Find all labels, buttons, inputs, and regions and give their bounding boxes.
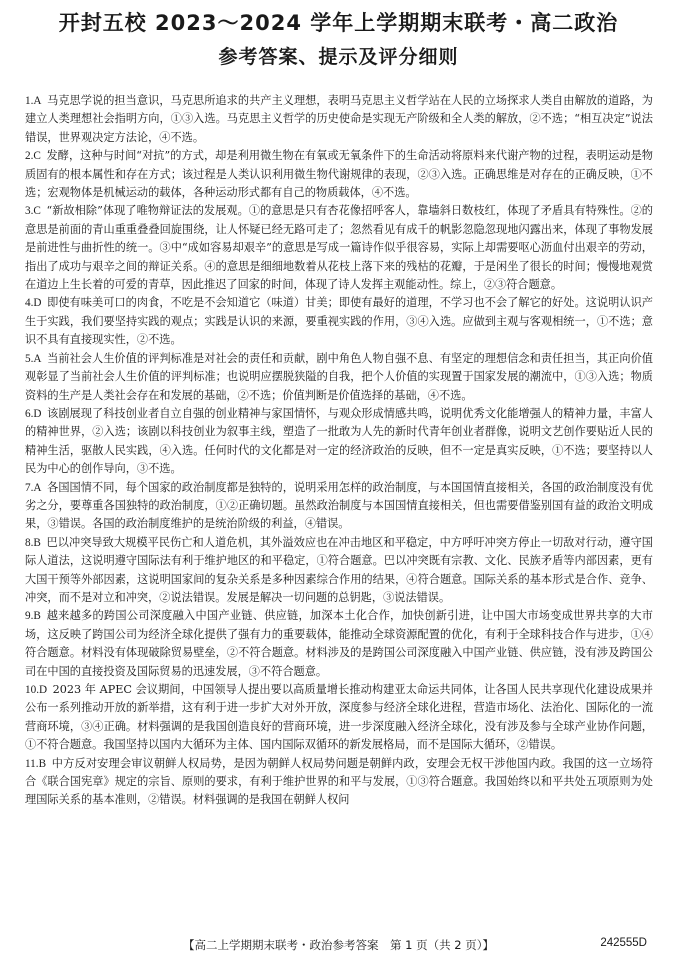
- answer-number: 1.A: [25, 95, 42, 107]
- answer-explanation: 各国国情不同，每个国家的政治制度都是独特的，说明采用怎样的政治制度，与本国国情直接相关，各国的政治制度没有优劣之分，要尊重各国独特的政治制度，①②正确切题。虽然政治制度与本国国情直接相关，但也需要借鉴别国有益的政治文明成果，③错误。各国的政治制度维护的是统治阶级的利益，④错误。: [25, 480, 653, 531]
- answer-number: 9.B: [25, 610, 41, 623]
- answer-number: 8.B: [25, 536, 41, 549]
- answer-item: [25, 92, 653, 147]
- answer-number: 4.D: [25, 297, 42, 310]
- answer-number: 5.A: [25, 352, 42, 365]
- answer-item: [25, 479, 653, 534]
- answer-item: [25, 607, 653, 681]
- answer-item: [25, 534, 653, 608]
- answer-number: 6.D: [25, 407, 42, 420]
- answer-explanation: 马克思学说的担当意识，马克思所追求的共产主义理想，表明马克思主义哲学站在人民的立场探求人类自由解放的道路，为建立人类理想社会指明方向，①③入选。马克思主义哲学的历史使命是实现无产阶级和全人类的解放，②不选；“相互决定”说法错误，世界观决定方法论，④不选。: [25, 94, 653, 144]
- answer-number: 7.A: [25, 481, 42, 494]
- page-subtitle: 参考答案、提示及评分细则: [218, 46, 459, 68]
- answer-explanation: 发酵，这种与时间“对抗”的方式，却是利用微生物在有氧或无氧条件下的生命活动将原料来代谢产物的过程，表明运动是物质固有的根本属性和存在方式；该过程是人类认识利用微生物代谢规律的表现，②③入选。正确思维是对存在的正确反映，①不选；宏观物体是机械运动的载体，各种运动形式都有自己的物质载体，④不选。: [25, 149, 653, 200]
- answer-explanation: 即使有味美可口的肉食，不吃是不会知道它（味道）甘美；即使有最好的道理，不学习也不会了解它的好处。这说明认识产生于实践，我们要坚持实践的观点；实践是认识的来源，要重视实践的作用，③④入选。应做到主观与客观相统一，①不选；意识不具有直接现实性，②不选。: [25, 296, 653, 347]
- answer-item: [25, 681, 653, 755]
- answer-item: [25, 147, 653, 202]
- answer-number: 3.C: [25, 205, 41, 218]
- answer-number: 2.C: [25, 150, 41, 163]
- answer-item: [25, 202, 653, 294]
- answer-explanation: 2023 年 APEC 会议期间，中国领导人提出要以高质量增长推动构建亚太命运共同体，让各国人民共享现代化建设成果并公布一系列推动开放的新举措，这有利于进一步扩大对外开放，深度参与经济全球化进程，营造市场化、法治化、国际化的一流营商环境，③④正确。材料强调的是我国创造良好的营商环境，进一步深度融入经济全球化，没有涉及参与全球产业协作问题，①不符合题意。我国坚持以国内大循环为主体、国内国际双循环的新发展格局，而不是国际大循环，②错误。: [25, 683, 653, 752]
- answer-explanation: 越来越多的跨国公司深度融入中国产业链、供应链，加深本土化合作，加快创新引进，让中国大市场变成世界共享的大市场，这反映了跨国公司为经济全球化提供了强有力的重要载体，能推动全球资源配置的优化，有利于全球科技合作与进步，①④符合题意。材料没有体现破除贸易壁垒，②不符合题意。材料涉及的是跨国公司深度融入中国产业链、供应链，没有涉及跨国公司在中国的直接投资及国际贸易的迅速发展，③不符合题意。: [25, 609, 653, 678]
- page-footer: [0, 935, 677, 955]
- answer-explanation: “新故相除”体现了唯物辩证法的发展观。①的意思是只有杏花像招呼客人，靠墙斜日数枝红，体现了矛盾具有特殊性。②的意思是前面的青山重重叠叠回旋围绕，让人怀疑已经无路可走了；忽然看见有成千的帆影忽隐忽现地闪露出来，体现了事物发展是前进性与曲折性的统一。③中“成如容易却艰辛”的意思是写成一篇诗作似乎很容易，实际上却需要呕心沥血付出艰辛的劳动，指出了成功与艰辛之间的辩证关系。④的意思是细细地数着从花枝上落下来的残枯的花瓣，于是闲坐了很长的时间；慢慢地观赏在道边上生长着的可爱的青草，因此推迟了回家的时间，体现了诗人发挥主观能动性。综上，②③符合题意。: [25, 204, 653, 292]
- answer-item: [25, 755, 653, 810]
- answer-item: [25, 350, 653, 405]
- answer-item: [25, 294, 653, 349]
- answer-explanation: 中方反对安理会审议朝鲜人权局势，是因为朝鲜人权局势问题是朝鲜内政，安理会无权干涉他国内政。我国的这一立场符合《联合国宪章》规定的宗旨、原则的要求，有利于维护世界的和平与发展，①③符合题意。我国始终以和平共处五项原则为处理国际关系的基本准则，②错误。材料强调的是我国在朝鲜人权问: [25, 756, 653, 807]
- answer-number: 11.B: [25, 757, 47, 770]
- answer-explanation: 巴以冲突导致大规模平民伤亡和人道危机，其外溢效应也在冲击地区和平稳定，中方呼吁冲突方停止一切敌对行动，遵守国际人道法，这说明遵守国际法有利于维护地区的和平稳定，①符合题意。巴以冲突既有宗教、文化、民族矛盾等内部因素，更有大国干预等外部因素，这说明国家间的复杂关系是多种因素综合作用的结果，④符合题意。国际关系的基本形式是合作、竞争、冲突，而不是对立和冲突，②说法错误。发展是解决一切问题的总钥匙，③说法错误。: [25, 535, 653, 604]
- footer-page-info: 【高二上学期期末联考・政治参考答案 第 1 页（共 2 页）】: [182, 938, 494, 952]
- page-title: 开封五校 2023～2024 学年上学期期末联考・高二政治: [58, 11, 619, 35]
- answer-item: [25, 405, 653, 479]
- footer-doc-code: 242555D: [600, 937, 647, 949]
- answer-explanation: 当前社会人生价值的评判标准是对社会的责任和贡献，剧中角色人物自强不息、有坚定的理想信念和责任担当，其正向价值观彰显了当前社会人生价值的评判标准；也说明应摆脱狭隘的自我，把个人价值的实现置于国家发展的潮流中，①③入选；物质资料的生产是人类社会存在和发展的基础，②不选；价值判断是价值选择的基础，④不选。: [25, 351, 653, 402]
- answer-list: [25, 92, 653, 810]
- answer-number: 10.D: [25, 684, 48, 696]
- answer-explanation: 该剧展现了科技创业者自立自强的创业精神与家国情怀，与观众形成情感共鸣，说明优秀文化能增强人的精神力量，丰富人的精神世界，②入选；该剧以科技创业为叙事主线，塑造了一批敢为人先的新时代青年创业者群像，说明文艺创作要贴近人民的精神生活，驱散人民实践，④入选。任何时代的文化都是对一定的经济政治的反映，但不一定是真实反映，①不选；要坚持以人民为中心的创作导向，③不选。: [25, 406, 653, 476]
